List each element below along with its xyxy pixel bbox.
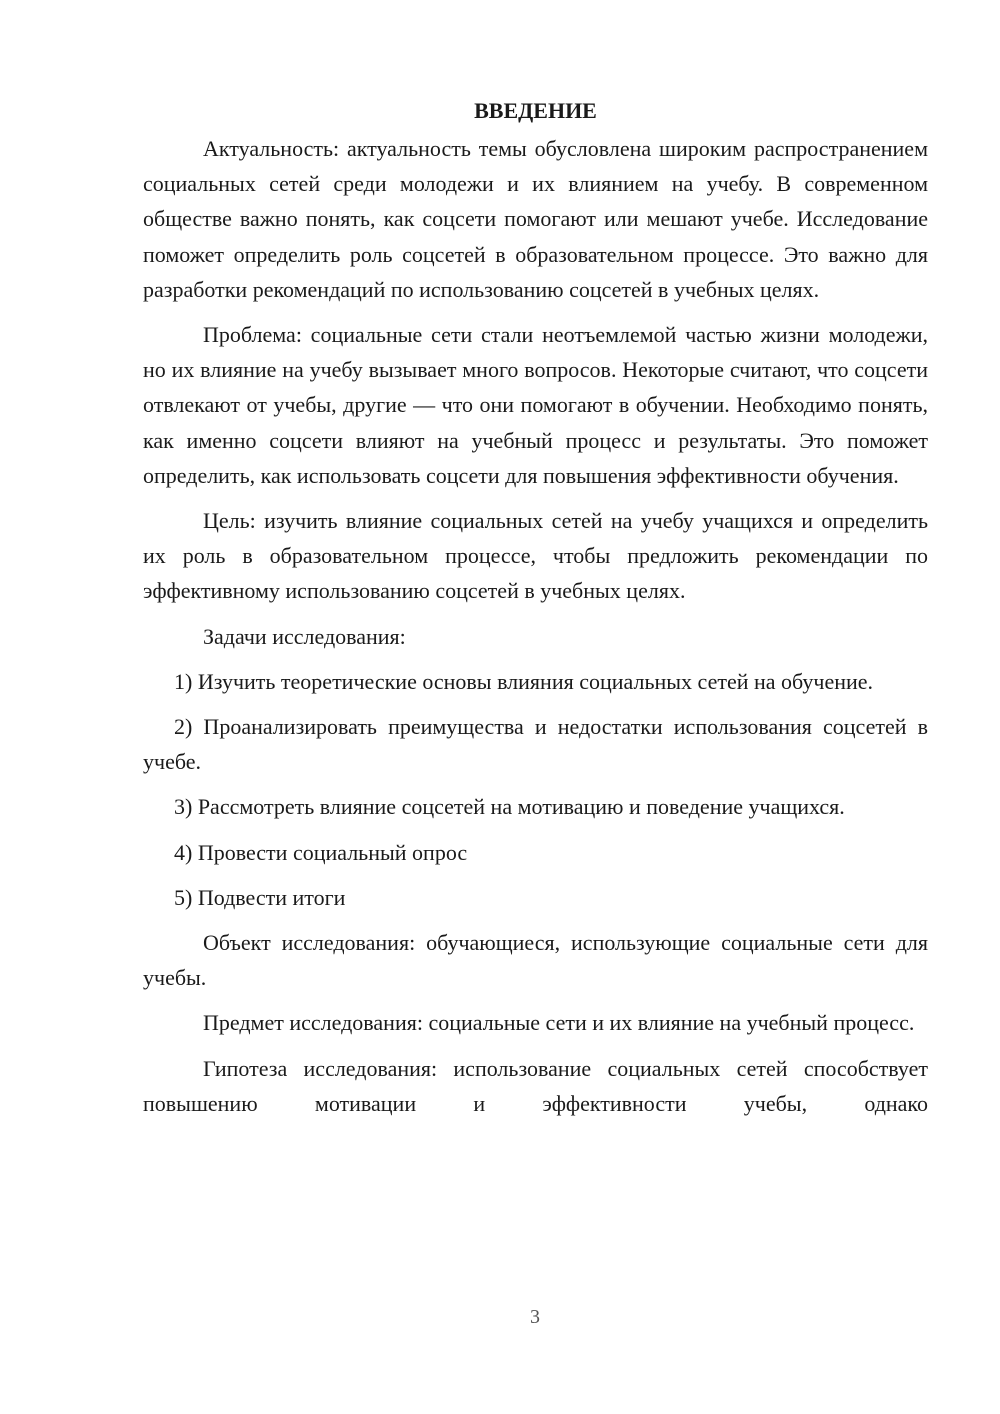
list-item: 5) Подвести итоги [174, 884, 346, 910]
paragraph-object: Объект исследования: обучающиеся, использующие социальные сети для учебы. [143, 930, 928, 991]
paragraph-goal: Цель: изучить влияние социальных сетей на учебу учащихся и определить их роль в образовательном процессе, чтобы предложить рекомендации по эффективному использованию соцсетей в учебных целях. [143, 508, 928, 604]
list-item: 2) Проанализировать преимущества и недостатки использования соцсетей в учебе. [143, 714, 928, 775]
tasks-heading: Задачи исследования: [203, 623, 406, 649]
list-item: 3) Рассмотреть влияние соцсетей на мотивацию и поведение учащихся. [174, 794, 845, 820]
document-page [143, 93, 928, 1131]
paragraph-subject: Предмет исследования: социальные сети и их влияние на учебный процесс. [203, 1010, 915, 1036]
list-item: 4) Провести социальный опрос [174, 839, 468, 865]
document-title: ВВЕДЕНИЕ [474, 98, 597, 123]
paragraph-hypothesis: Гипотеза исследования: использование социальных сетей способствует повышению мотивации и эффективности учебы, однако [143, 1055, 928, 1116]
list-item: 1) Изучить теоретические основы влияния социальных сетей на обучение. [174, 668, 874, 694]
paragraph-problem: Проблема: социальные сети стали неотъемлемой частью жизни молодежи, но их влияние на учебу вызывает много вопросов. Некоторые считают, что соцсети отвлекают от учебы, другие — что они помогают в обучении. Необходимо понять, как именно соцсети влияют на учебный процесс и результаты. Это поможет определить, как использовать соцсети для повышения эффективности обучения. [143, 322, 928, 488]
tasks-list [143, 664, 928, 915]
page-number: 3 [530, 1306, 540, 1328]
paragraph-relevance: Актуальность: актуальность темы обусловлена широким распространением социальных сетей среди молодежи и их влиянием на учебу. В современном обществе важно понять, как соцсети помогают или мешают учебе. Исследование поможет определить роль соцсетей в образовательном процессе. Это важно для разработки рекомендаций по использованию соцсетей в учебных целях. [143, 136, 928, 302]
